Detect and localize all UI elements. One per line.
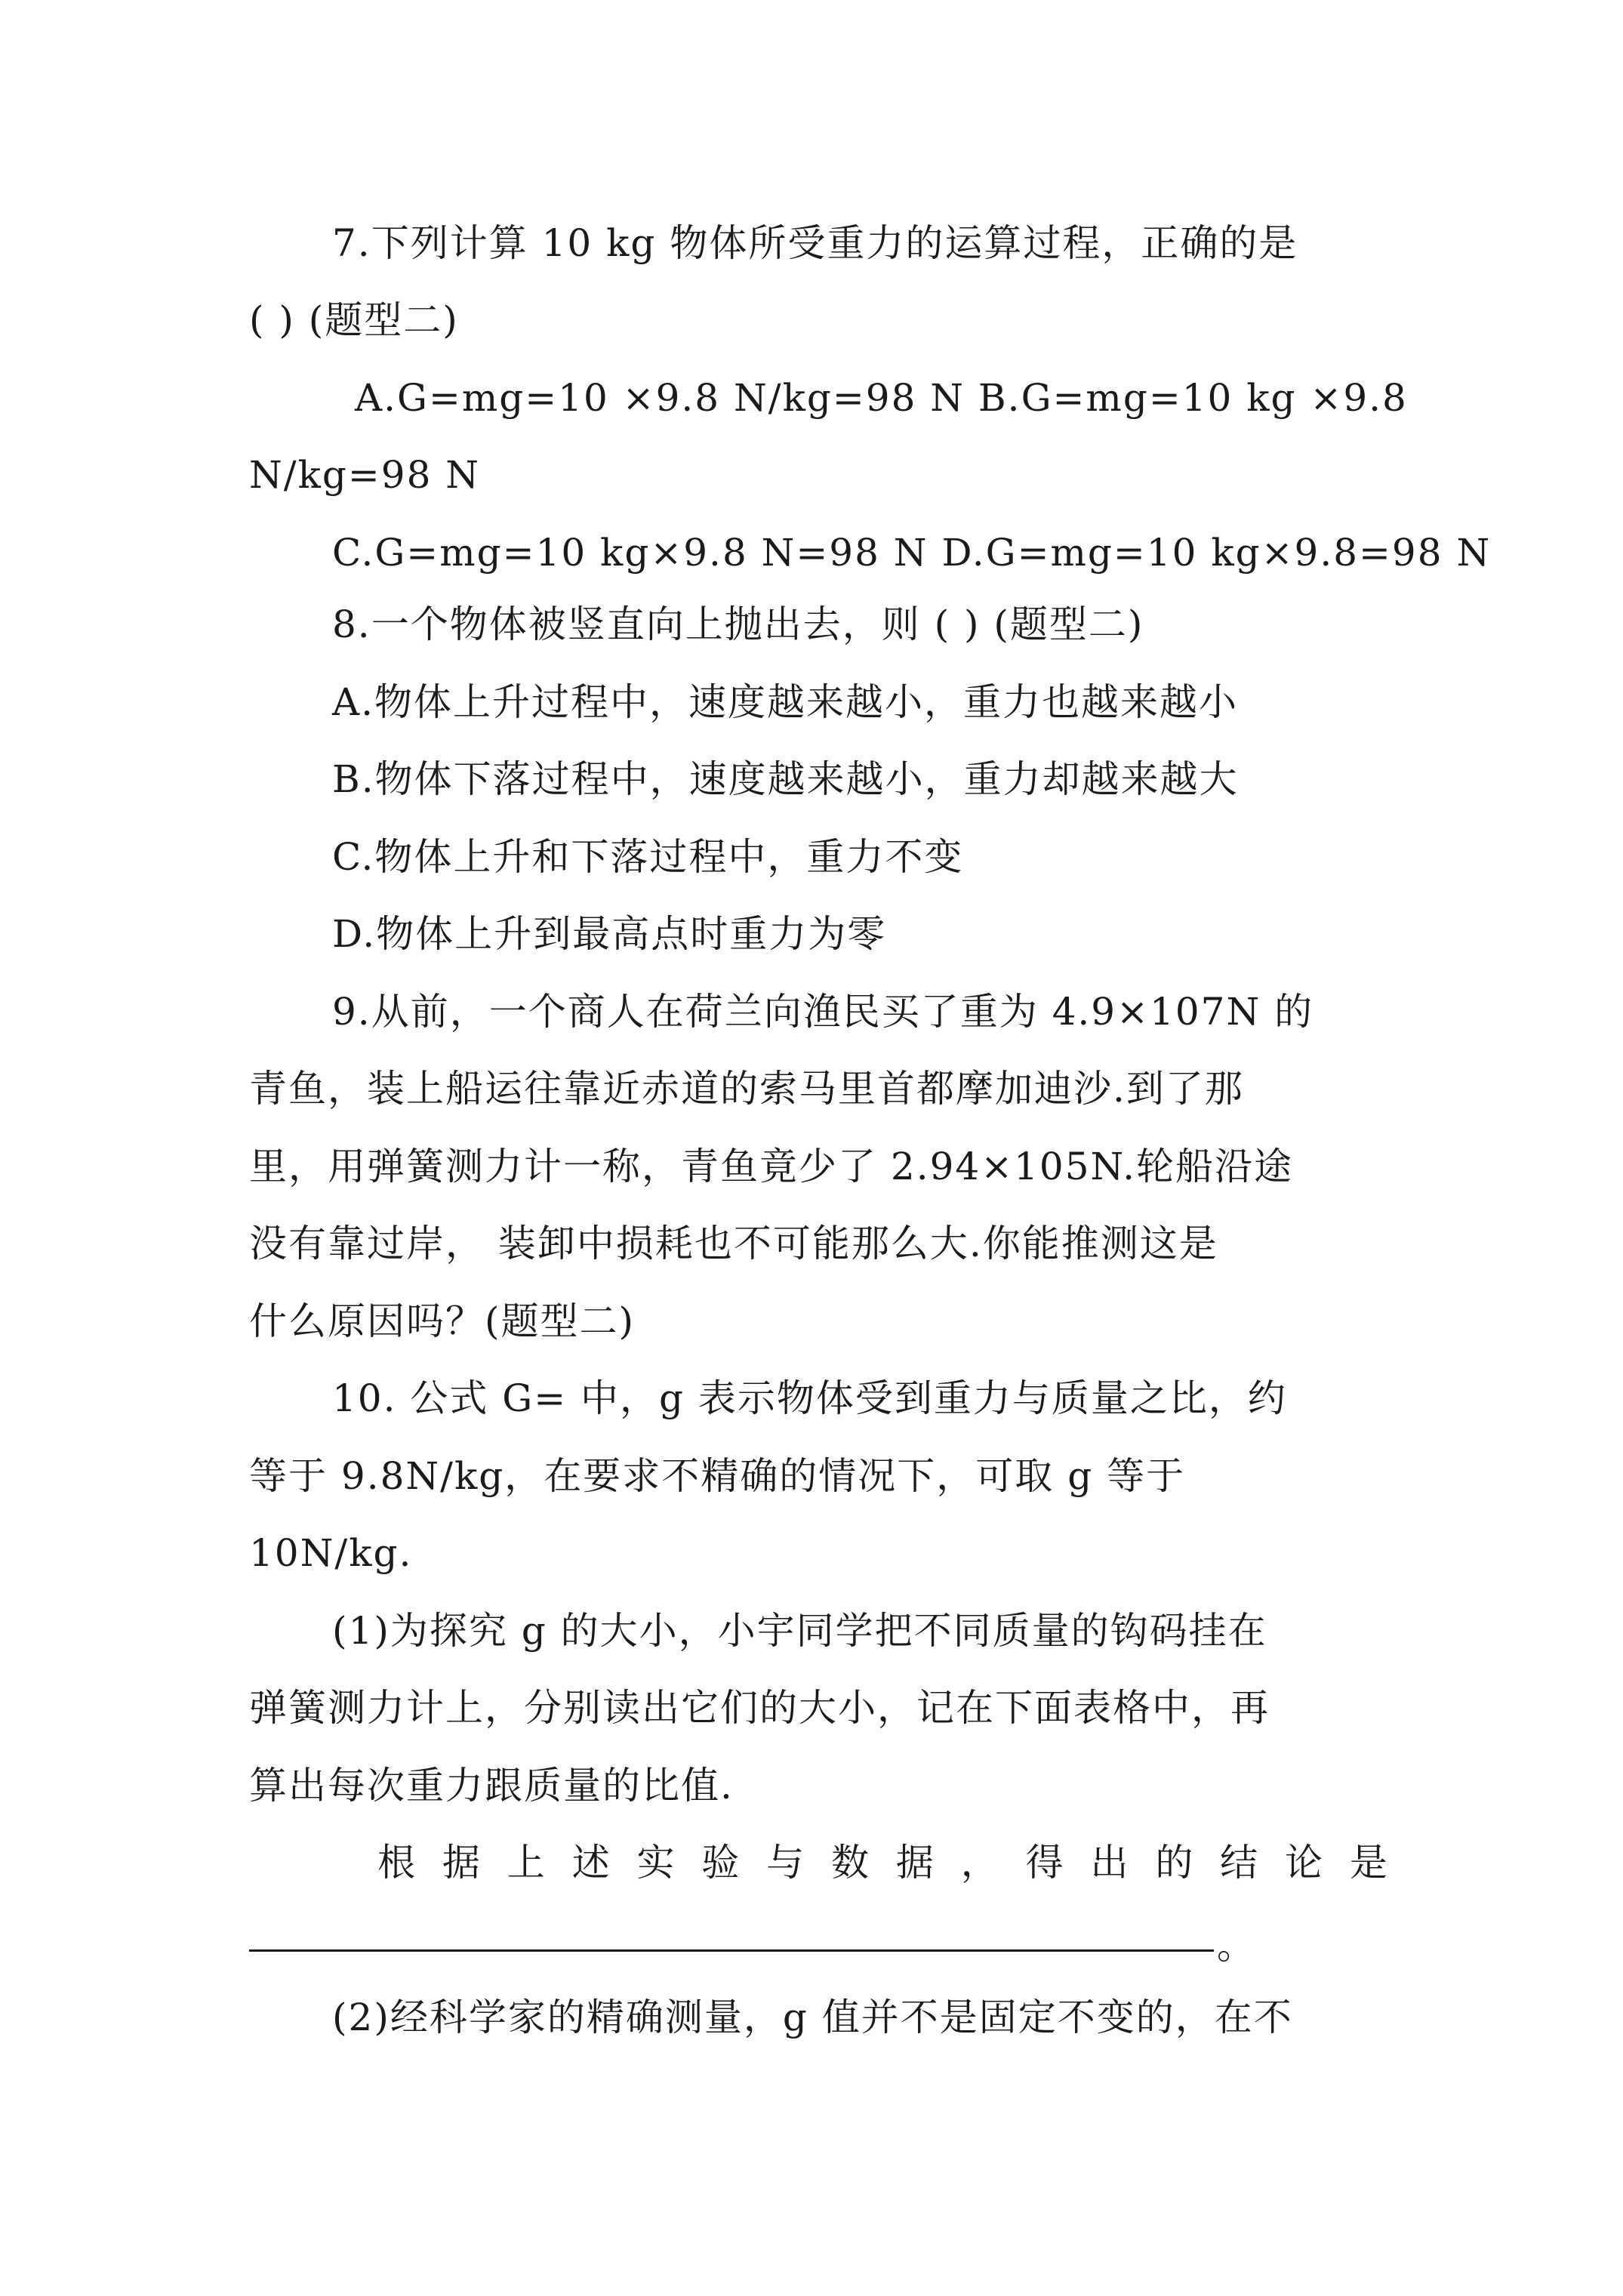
conclusion-char: 述	[571, 1841, 611, 1885]
q10-sub2-line-1: (2)经科学家的精确测量，g 值并不是固定不变的，在不	[332, 1996, 1293, 2039]
conclusion-char: 验	[701, 1841, 741, 1885]
conclusion-char: 根	[377, 1841, 417, 1885]
q8-option-a: A.物体上升过程中，速度越来越小，重力也越来越小	[332, 680, 1239, 724]
conclusion-char: 出	[1090, 1841, 1130, 1885]
q8-option-b: B.物体下落过程中，速度越来越小，重力却越来越大	[332, 757, 1239, 801]
conclusion-char: 上	[507, 1841, 547, 1885]
conclusion-char: 据	[895, 1841, 935, 1885]
q9-line-2: 青鱼，装上船运往靠近赤道的索马里首都摩加迪沙.到了那	[249, 1067, 1244, 1111]
q9-line-5: 什么原因吗？(题型二)	[249, 1299, 636, 1343]
q7-options-cd: C.G=mg=10 kg×9.8 N=98 N D.G=mg=10 kg×9.8=98 N	[332, 531, 1492, 575]
q7-stem: 7.下列计算 10 kg 物体所受重力的运算过程，正确的是	[332, 221, 1298, 265]
conclusion-char: 据	[442, 1841, 482, 1885]
q7-options-ab: A.G=mg=10 ×9.8 N/kg=98 N B.G=mg=10 kg ×9.8	[355, 376, 1408, 420]
conclusion-char: 实	[636, 1841, 676, 1885]
q8-option-d: D.物体上升到最高点时重力为零	[332, 912, 887, 956]
q10-line-2: 等于 9.8N/kg，在要求不精确的情况下，可取 g 等于	[249, 1454, 1186, 1498]
q10-line-3: 10N/kg.	[249, 1531, 413, 1575]
answer-blank-underline	[249, 1949, 1214, 1952]
q9-line-1: 9.从前，一个商人在荷兰向渔民买了重为 4.9×107N 的	[332, 990, 1314, 1034]
q9-line-3: 里，用弹簧测力计一称，青鱼竟少了 2.94×105N.轮船沿途	[249, 1145, 1293, 1188]
q10-conclusion-prompt	[377, 1838, 1389, 1887]
conclusion-char: 是	[1349, 1841, 1389, 1885]
q10-sub1-line-2: 弹簧测力计上，分别读出它们的大小，记在下面表格中，再	[249, 1686, 1270, 1730]
q8-option-c: C.物体上升和下落过程中，重力不变	[332, 835, 964, 879]
conclusion-char: 与	[766, 1841, 806, 1885]
conclusion-char: 得	[1025, 1841, 1065, 1885]
q10-sub1-line-3: 算出每次重力跟质量的比值.	[249, 1764, 734, 1808]
q8-stem: 8.一个物体被竖直向上抛出去，则 ( ) (题型二)	[332, 603, 1144, 646]
q7-stem-cont: ( ) (题型二)	[249, 298, 459, 342]
conclusion-char: 结	[1220, 1841, 1260, 1885]
q9-line-4: 没有靠过岸， 装卸中损耗也不可能那么大.你能推测这是	[249, 1222, 1218, 1265]
conclusion-char: ，	[960, 1841, 1000, 1885]
conclusion-char: 的	[1155, 1841, 1195, 1885]
answer-blank-period: 。	[1217, 1924, 1255, 1968]
conclusion-char: 数	[831, 1841, 871, 1885]
q10-sub1-line-1: (1)为探究 g 的大小，小宇同学把不同质量的钩码挂在	[332, 1609, 1267, 1653]
q10-line-1: 10. 公式 G= 中，g 表示物体受到重力与质量之比，约	[332, 1376, 1287, 1420]
conclusion-char: 论	[1285, 1841, 1325, 1885]
q7-options-ab-cont: N/kg=98 N	[249, 453, 481, 497]
